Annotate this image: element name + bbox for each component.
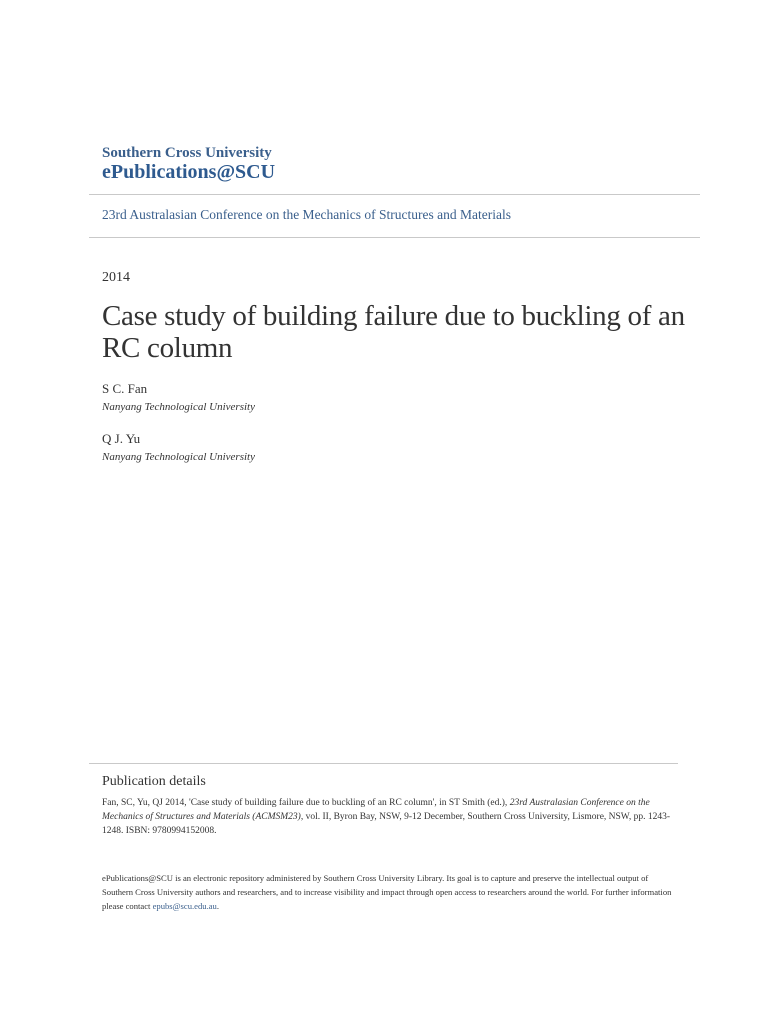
publication-details-heading: Publication details (102, 774, 206, 789)
author-name: S C. Fan (102, 381, 148, 396)
divider-bottom (89, 763, 678, 764)
citation-part: Fan, SC, Yu, QJ 2014, 'Case study of building failure due to buckling of an RC column', in ST Smith (ed.), (102, 798, 510, 808)
author-affiliation: Nanyang Technological University (102, 451, 255, 463)
citation-text (102, 796, 672, 838)
author-affiliation: Nanyang Technological University (102, 401, 255, 413)
citation-conference: 23rd Australasian Conference on the Mechanics of Structures and Materials (ACMSM23) (102, 798, 650, 822)
contact-email-link[interactable]: epubs@scu.edu.au (152, 901, 217, 911)
paper-title: Case study of building failure due to buckling of an RC column (102, 300, 685, 364)
divider-top (89, 194, 700, 195)
disclaimer-text: ePublications@SCU is an electronic repository administered by Southern Cross University Library. Its goal is to capture and preserve the intellectual output of Southern Cross University authors and researchers, and to increase visibility and impact through open access to researchers around the world. For further information please contact (102, 873, 672, 911)
conference-link[interactable]: 23rd Australasian Conference on the Mechanics of Structures and Materials (102, 207, 511, 222)
publication-year: 2014 (102, 270, 130, 285)
repository-link[interactable]: ePublications@SCU (102, 161, 276, 183)
repository-disclaimer (102, 871, 672, 913)
university-name: Southern Cross University (102, 145, 272, 161)
author-name: Q J. Yu (102, 431, 141, 446)
disclaimer-end: . (216, 901, 219, 911)
citation-part: , vol. II, Byron Bay, NSW, 9-12 December, Southern Cross University, Lismore, NSW, pp. 1243-1248. ISBN: 9780994152008. (102, 812, 671, 836)
divider-middle (89, 237, 700, 238)
